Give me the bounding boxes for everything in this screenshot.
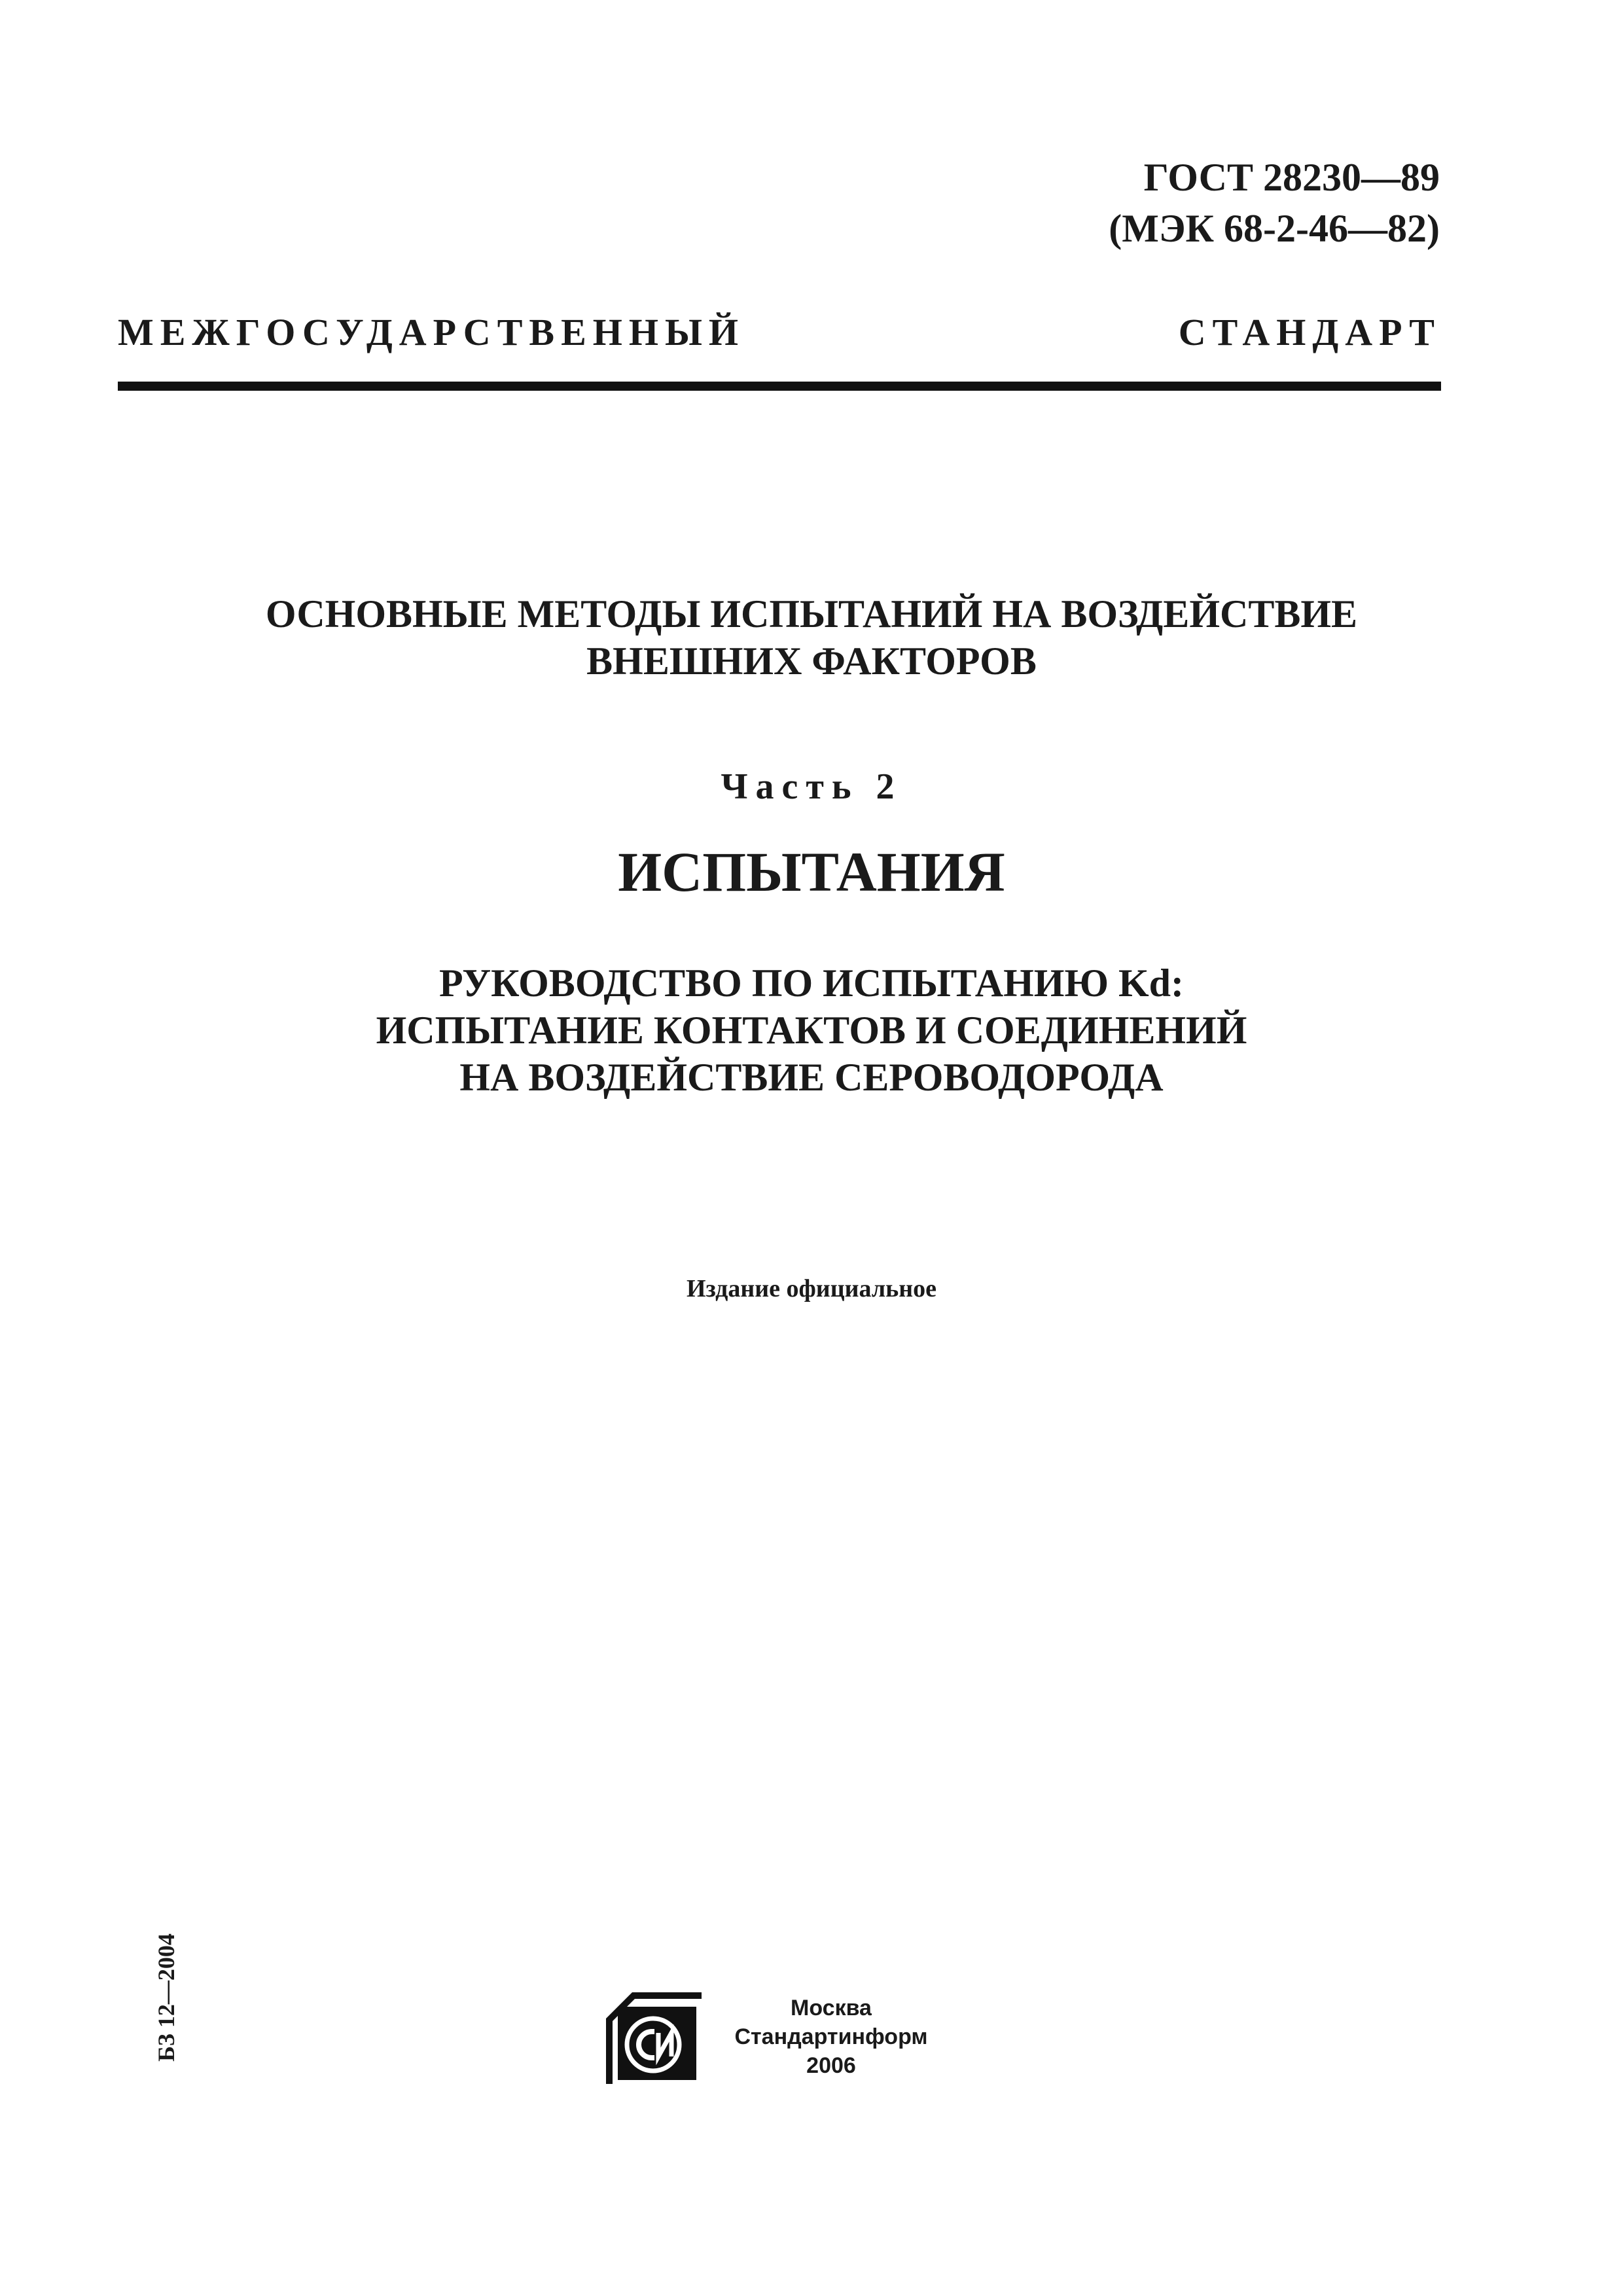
part-label: Часть 2 xyxy=(721,766,902,807)
header-rule xyxy=(118,382,1441,391)
standard-kind: МЕЖГОСУДАРСТВЕННЫЙ СТАНДАРТ xyxy=(118,311,1441,353)
standard-number: ГОСТ 28230—89 xyxy=(1143,156,1440,199)
title-line-2: ВНЕШНИХ ФАКТОРОВ xyxy=(586,639,1037,683)
publisher-year: 2006 xyxy=(806,2053,856,2078)
subtitle-line-2: ИСПЫТАНИЕ КОНТАКТОВ И СОЕДИНЕНИЙ xyxy=(376,1009,1247,1052)
publisher-logo-icon xyxy=(606,1992,702,2084)
document-title xyxy=(118,590,1505,685)
publisher-block xyxy=(720,1994,942,2080)
subtitle-line-3: НА ВОЗДЕЙСТВИЕ СЕРОВОДОРОДА xyxy=(459,1056,1164,1099)
subtitle-line-1: РУКОВОДСТВО ПО ИСПЫТАНИЮ Kd: xyxy=(438,961,1185,1005)
part-title: ИСПЫТАНИЯ xyxy=(618,840,1005,903)
iec-number: (МЭК 68-2-46—82) xyxy=(1109,207,1440,250)
publisher-city: Москва xyxy=(791,1996,872,2020)
side-code-text: БЗ 12—2004 xyxy=(153,1933,179,2062)
title-line-1: ОСНОВНЫЕ МЕТОДЫ ИСПЫТАНИЙ НА ВОЗДЕЙСТВИЕ xyxy=(265,592,1358,636)
standard-number-block xyxy=(1109,152,1440,254)
side-code xyxy=(140,1919,192,2076)
document-subtitle xyxy=(118,960,1505,1101)
edition-note: Издание официальное xyxy=(686,1275,936,1302)
publisher-name: Стандартинформ xyxy=(734,2024,928,2049)
